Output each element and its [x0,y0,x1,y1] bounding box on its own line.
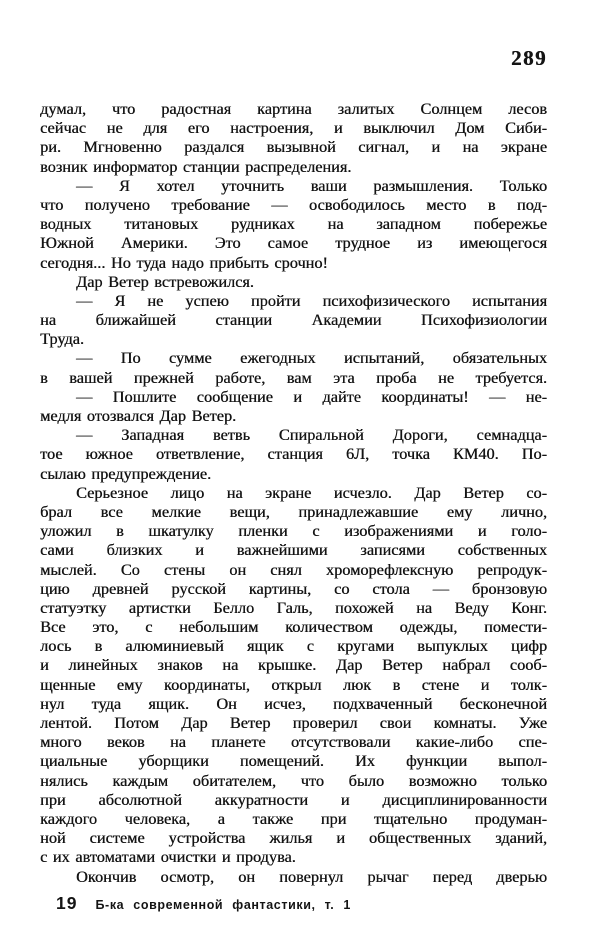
text-line: нул туда ящик. Он исчез, подхваченный бесконечной [40,693,547,713]
text-line: каждого человека, а также при тщательно продуман- [40,808,547,828]
text-line: уложил в шкатулку пленки с изображениями и голо- [40,521,547,541]
text-line: много веков на планете отсутствовали какие-либо спе- [40,732,547,752]
text-line: брал все мелкие вещи, принадлежавшие ему лично, [40,501,547,521]
text-line: Все это, с небольшим количеством одежды, помести- [40,617,547,637]
text-line: нялись каждым обитателем, что было возможно только [40,770,547,790]
text-line: Южной Америки. Это самое трудное из имеющегося [40,233,547,253]
text-line: сылаю предупреждение. [40,463,212,483]
page-footer [56,893,351,914]
text-line: циальные уборщики помещений. Их функции выпол- [40,751,547,771]
text-block [40,99,547,886]
text-line: Окончив осмотр, он повернул рычаг перед дверью [76,866,547,886]
text-line: с их автоматами очистки и продува. [40,847,296,867]
text-line: возник информатор станции распределения. [40,156,352,176]
footer-signature: 19 [56,893,78,913]
text-line: сейчас не для его настроения, и выключил Дом Сиби- [40,118,547,138]
text-line: щенные ему координаты, открыл люк в стене и толк- [40,674,547,694]
text-line: и линейных знаков на крышке. Дар Ветер набрал сооб- [40,655,547,675]
text-line: — Западная ветвь Спиральной Дороги, семнадца- [76,425,547,445]
text-line: сами близких и важнейшими записями собственных [40,540,547,560]
text-line: при абсолютной аккуратности и дисциплинированности [40,789,547,809]
text-line: — Пошлите сообщение и дайте координаты! — не- [76,386,547,406]
text-line: мыслей. Со стены он снял хроморефлексную репродук- [40,559,547,579]
text-line: что получено требование — освободилось место в под- [40,194,547,214]
text-line: ной системе устройства жилья и общественных зданий, [40,828,547,848]
text-line: лось в алюминиевый ящик с кругами выпуклых цифр [40,636,547,656]
text-line: лентой. Потом Дар Ветер проверил свои комнаты. Уже [40,713,547,732]
text-line: медля отозвался Дар Ветер. [40,406,237,425]
text-line: — Я хотел уточнить ваши размышления. Только [76,175,547,195]
text-line: Серьезное лицо на экране исчезло. Дар Ветер со- [76,482,547,502]
text-line: — По сумме ежегодных испытаний, обязательных [76,348,547,368]
text-line: думал, что радостная картина залитых Солнцем лесов [40,99,547,118]
text-line: статуэтку артистки Белло Галь, похожей на Веду Конг. [40,597,547,617]
text-line: Дар Ветер встревожился. [76,271,254,291]
text-line: сегодня... Но туда надо прибыть срочно! [40,252,328,272]
footer-caption: Б-ка современной фантастики, т. 1 [95,898,351,912]
text-line: водных титановых рудниках на западном побережье [40,214,547,234]
text-line: цию древней русской картины, со стола — бронзовую [40,578,547,598]
text-line: ри. Мгновенно раздался вызывной сигнал, и на экране [40,137,547,157]
text-line: Труда. [40,329,84,349]
text-line: в вашей прежней работе, вам эта проба не требуется. [40,367,547,387]
page-number: 289 [511,46,547,70]
text-line: на ближайшей станции Академии Психофизиологии [40,310,547,330]
text-line: — Я не успею пройти психофизического испытания [76,290,547,310]
text-line: тое южное ответвление, станция 6Л, точка КМ40. По- [40,444,547,464]
